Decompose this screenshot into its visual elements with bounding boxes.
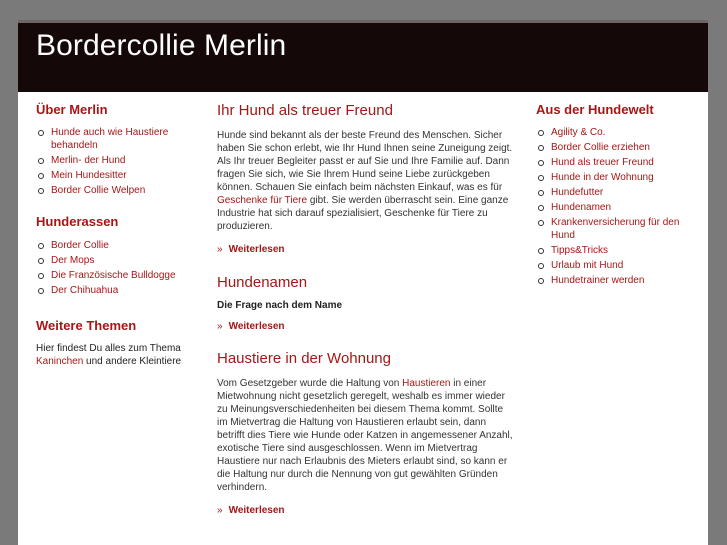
bullet-icon — [38, 288, 44, 294]
list-item — [536, 201, 696, 214]
bullet-icon — [38, 273, 44, 279]
list-item — [536, 126, 696, 139]
sidebar-heading-weitere-themen: Weitere Themen — [36, 318, 137, 333]
list-item — [536, 259, 696, 272]
main-content — [217, 92, 515, 516]
link-kaninchen[interactable]: Kaninchen — [36, 356, 84, 367]
list-item — [536, 186, 696, 199]
post-title: Hundenamen — [217, 274, 308, 291]
raquo-icon: » — [217, 321, 223, 332]
bullet-icon — [538, 263, 544, 269]
post-text: Hunde sind bekannt als der beste Freund des Menschen. Sicher haben Sie schon erlebt, wie Ihr Hund Ihnen seine Zuneigung zeigt. Als Ihr treuer Begleiter passt er auf Sie und Ihre Familie auf. Dann fragen Sie sich, wie Sie Ihrem Hund seine Liebe zurückgeben können. Schauen Sie einfach beim nächsten Einkauf, was es für Geschenke für Tiere gibt. Sie werden überrascht sein. Eine ganze Industrie hat sich darauf spezialisiert, Geschenke für Tiere zu produzieren. — [217, 130, 513, 232]
list-item — [536, 216, 696, 242]
link-hundenamen[interactable]: Hundenamen — [551, 202, 612, 213]
bullet-icon — [38, 130, 44, 136]
link-border-collie-welpen[interactable]: Border Collie Welpen — [51, 185, 146, 196]
post-treuer-freund — [217, 102, 515, 255]
bullet-icon — [38, 243, 44, 249]
read-more-link: » Weiterlesen — [217, 321, 285, 332]
bullet-icon — [38, 258, 44, 264]
hundewelt-list — [536, 126, 696, 287]
list-item — [36, 269, 196, 282]
link-urlaub-mit-hund[interactable]: Urlaub mit Hund — [551, 260, 624, 271]
link-border-collie[interactable]: Border Collie — [51, 240, 109, 251]
bullet-icon — [538, 278, 544, 284]
link-haustieren[interactable]: Haustieren — [402, 378, 451, 389]
sidebar-heading-hundewelt: Aus der Hundewelt — [536, 102, 654, 117]
read-more-link: » Weiterlesen — [217, 244, 285, 255]
ueber-merlin-list — [36, 126, 196, 197]
link-mein-hundesitter[interactable]: Mein Hundesitter — [51, 170, 127, 181]
site-header — [18, 20, 708, 92]
weitere-themen-text: Hier findest Du alles zum Thema Kaninchen und andere Kleintiere — [36, 343, 182, 367]
list-item — [536, 141, 696, 154]
bullet-icon — [538, 130, 544, 136]
sidebar-heading-hunderassen: Hunderassen — [36, 214, 119, 229]
post-text: Vom Gesetzgeber wurde die Haltung von Haustieren in einer Mietwohnung nicht gesetzlich geregelt, weshalb es immer wieder zu Meinungsverschiedenheiten bei diesem Thema kommt. Sollte im Mietvertrag die Haltung von Haustieren erlaubt sein, dann betrifft dies Tiere wie Hunde oder Katzen in angemessener Anzahl, exotische Tiere sind ausgeschlossen. Wenn im Mietvertrag Haustiere nur nach Erlaubnis des Mieters erlaubt sind, so kann er die Haltung nur durch die Nennung von gut gewählten Gründen verhindern. — [217, 378, 513, 493]
link-tipps-tricks[interactable]: Tipps&Tricks — [551, 245, 609, 256]
list-item — [536, 156, 696, 169]
right-sidebar — [536, 92, 696, 289]
list-item — [36, 184, 196, 197]
top-border — [0, 0, 727, 20]
list-item — [536, 274, 696, 287]
hunderassen-list — [36, 239, 196, 297]
link-agility[interactable]: Agility & Co. — [551, 127, 606, 138]
list-item — [36, 126, 196, 152]
read-more-link: » Weiterlesen — [217, 505, 285, 516]
list-item — [36, 284, 196, 297]
link-krankenversicherung[interactable]: Krankenversicherung für den Hund — [551, 217, 680, 241]
left-sidebar — [36, 92, 196, 368]
bullet-icon — [538, 190, 544, 196]
list-item — [536, 171, 696, 184]
page — [18, 20, 708, 545]
bullet-icon — [538, 160, 544, 166]
site-title[interactable]: Bordercollie Merlin — [36, 29, 287, 62]
post-subtitle: Die Frage nach dem Name — [217, 300, 343, 311]
list-item — [36, 239, 196, 252]
raquo-icon: » — [217, 244, 223, 255]
list-item — [36, 154, 196, 167]
list-item — [36, 254, 196, 267]
link-hunde-haustiere[interactable]: Hunde auch wie Haustiere behandeln — [51, 127, 169, 151]
bullet-icon — [38, 173, 44, 179]
post-haustiere-wohnung — [217, 350, 515, 516]
bullet-icon — [538, 248, 544, 254]
bullet-icon — [538, 220, 544, 226]
bullet-icon — [538, 145, 544, 151]
post-title: Haustiere in der Wohnung — [217, 350, 391, 367]
bullet-icon — [538, 175, 544, 181]
bullet-icon — [538, 205, 544, 211]
link-hundetrainer[interactable]: Hundetrainer werden — [551, 275, 645, 286]
link-franzoesische-bulldogge[interactable]: Die Französische Bulldogge — [51, 270, 176, 281]
link-hunde-wohnung[interactable]: Hunde in der Wohnung — [551, 172, 654, 183]
post-title: Ihr Hund als treuer Freund — [217, 102, 393, 119]
post-hundenamen — [217, 274, 515, 332]
list-item — [536, 244, 696, 257]
link-hund-treuer-freund[interactable]: Hund als treuer Freund — [551, 157, 654, 168]
link-hundefutter[interactable]: Hundefutter — [551, 187, 604, 198]
list-item — [36, 169, 196, 182]
sidebar-heading-ueber-merlin: Über Merlin — [36, 102, 108, 117]
bullet-icon — [38, 158, 44, 164]
link-border-collie-erziehen[interactable]: Border Collie erziehen — [551, 142, 650, 153]
link-der-chihuahua[interactable]: Der Chihuahua — [51, 285, 119, 296]
bullet-icon — [38, 188, 44, 194]
link-geschenke-fuer-tiere[interactable]: Geschenke für Tiere — [217, 195, 308, 206]
link-merlin-der-hund[interactable]: Merlin- der Hund — [51, 155, 126, 166]
link-der-mops[interactable]: Der Mops — [51, 255, 95, 266]
raquo-icon: » — [217, 505, 223, 516]
